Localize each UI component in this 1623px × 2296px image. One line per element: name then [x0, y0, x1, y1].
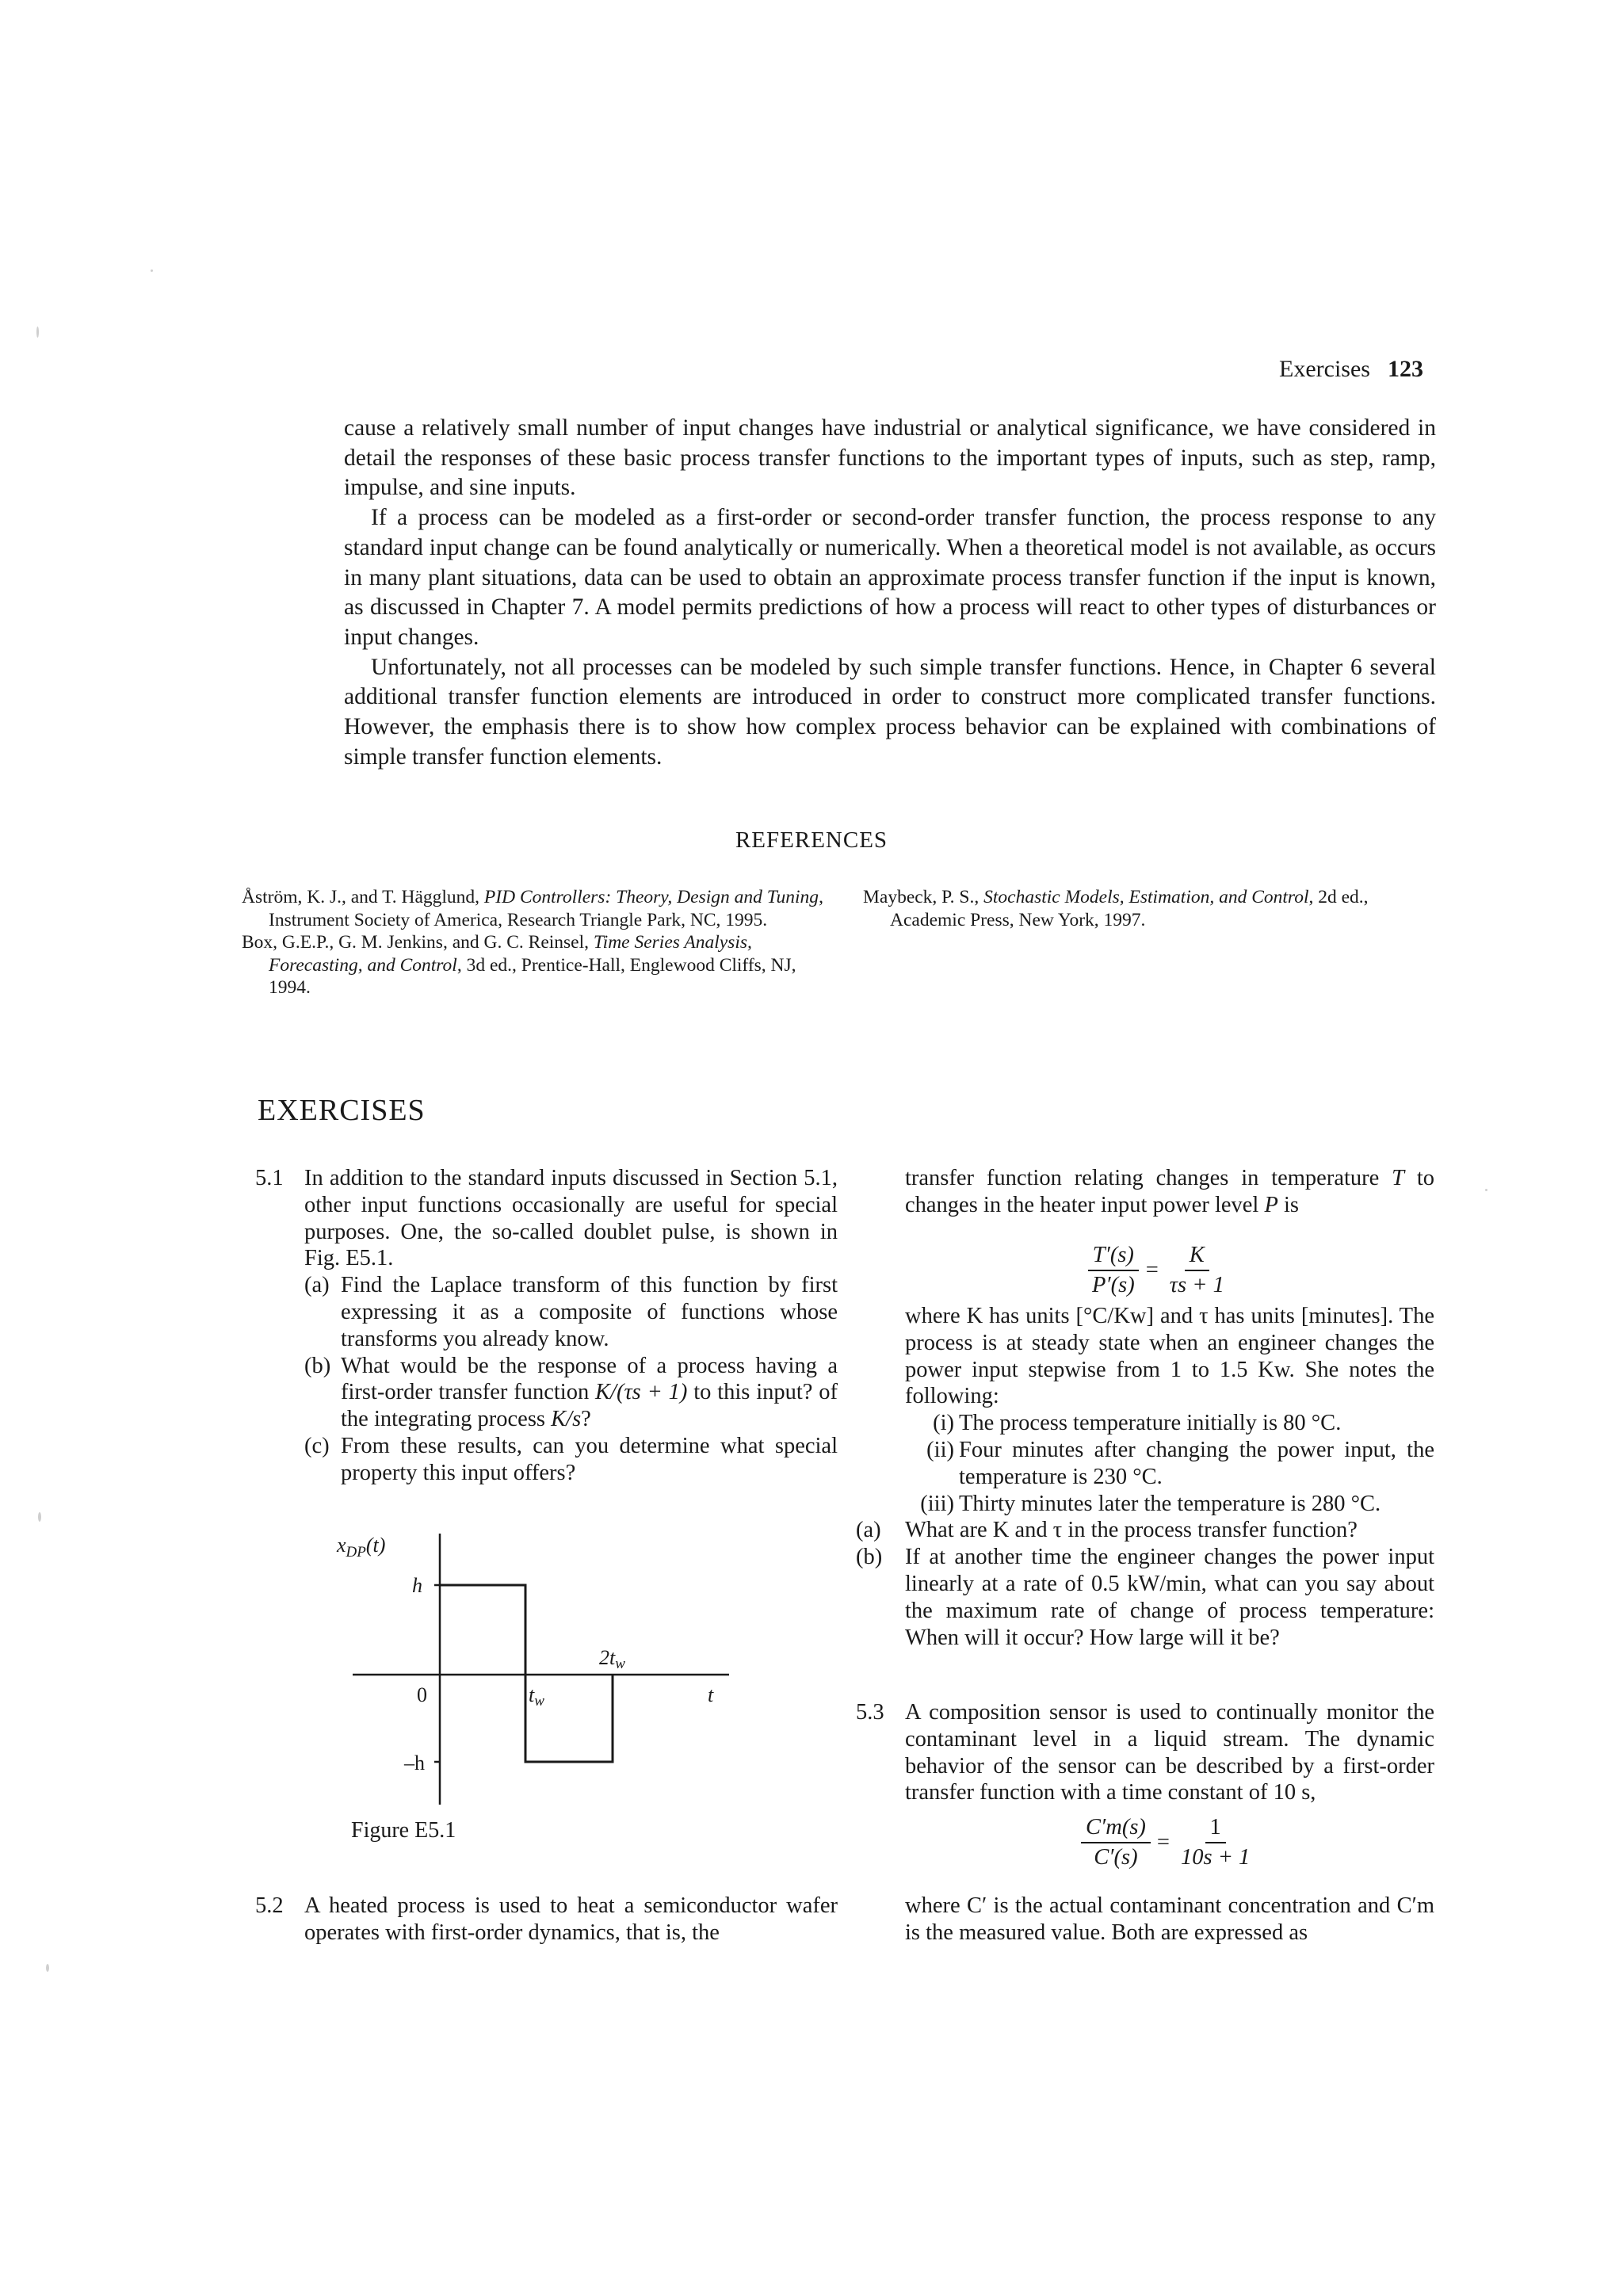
- scan-speck: [151, 269, 153, 272]
- exercise-part-c: (c) From these results, can you determine what special property this input offers?: [304, 1433, 838, 1485]
- observation-iii: (iii) Thirty minutes later the temperature is 280 °C.: [920, 1491, 1381, 1516]
- doublet-pulse-figure: [333, 1526, 745, 1811]
- references-right-column: [863, 886, 1442, 931]
- exercise-5-3: [856, 1699, 1434, 1806]
- observation-ii: (ii) Four minutes after changing the power input, the temperature is 230 °C.: [926, 1437, 1434, 1489]
- reference-maybeck: Maybeck, P. S., Stochastic Models, Estimation, and Control, 2d ed., Academic Press, New York, 1997.: [863, 887, 1369, 930]
- scan-speck: [38, 1512, 41, 1522]
- references-left-column: [242, 886, 838, 999]
- reference-box: Box, G.E.P., G. M. Jenkins, and G. C. Reinsel, Time Series Analysis, Forecasting, and Control, 3d ed., Prentice-Hall, Englewood Cliffs, NJ, 1994.: [242, 932, 796, 999]
- exercise-text: A composition sensor is used to continually monitor the contaminant level in a liquid stream. The dynamic behavior of the sensor can be described by a first-order transfer function with a time constant of 10 s,: [905, 1700, 1434, 1805]
- label-neg-h: –h: [404, 1752, 425, 1775]
- exercise-text: where K has units [°C/Kw] and τ has units [minutes]. The process is at steady state when an engineer changes the power input stepwise from 1 to 1.5 Kw. She notes the following:: [905, 1304, 1434, 1409]
- exercise-part-a: (a) Find the Laplace transform of this function by first expressing it as a composite of functions whose transforms you already know.: [304, 1273, 838, 1351]
- references-heading: REFERENCES: [735, 827, 888, 853]
- scan-speck: [36, 327, 39, 338]
- exercise-text: transfer function relating changes in temperature T to changes in the heater input power level P is: [905, 1166, 1434, 1217]
- label-2tw: 2tw: [599, 1646, 625, 1672]
- y-axis-label: $x_{DP}(t)$: [337, 1534, 386, 1561]
- observation-i: (i) The process temperature initially is 80 °C.: [933, 1411, 1342, 1436]
- doublet-pulse-curve: [440, 1585, 613, 1762]
- exercise-number: 5.2: [255, 1893, 284, 1918]
- exercise-text: In addition to the standard inputs discussed in Section 5.1, other input functions occasionally are useful for special purposes. One, the so-called doublet pulse, is shown in Fig. E5.1.: [304, 1166, 838, 1271]
- exercise-part-a: (a) What are K and τ in the process transfer function?: [856, 1518, 1358, 1543]
- exercise-5-2-details: [856, 1303, 1434, 1651]
- equation-5-3: $\frac{C'm(s)}{C'(s)}$ = $\frac{1}{10s + 1}$: [1081, 1815, 1254, 1870]
- running-title: Exercises: [1279, 356, 1370, 382]
- equation-5-2: $\frac{T'(s)}{P'(s)}$ = $\frac{K}{\tau s + 1}$: [1087, 1243, 1229, 1298]
- running-header: [1279, 356, 1423, 383]
- page-number: 123: [1387, 356, 1423, 382]
- intro-paragraph-3: Unfortunately, not all processes can be modeled by such simple transfer functions. Hence, in Chapter 6 several additional transfer function elements are introduced in order to construct more complicated transfer functions. However, the emphasis there is to show how complex process behavior can be explained with combinations of simple transfer function elements.: [344, 654, 1436, 770]
- exercise-text: where C′ is the actual contaminant concentration and C′m is the measured value. Both are expressed as: [905, 1893, 1434, 1945]
- exercise-part-b: (b) What would be the response of a process having a first-order transfer function K/(τs + 1) to this input? of the integrating process K/s?: [304, 1353, 838, 1432]
- figure-caption: Figure E5.1: [351, 1818, 456, 1843]
- label-h: h: [412, 1574, 422, 1597]
- scan-speck: [1485, 1189, 1487, 1191]
- exercise-5-1: [255, 1165, 838, 1487]
- intro-paragraph-2: If a process can be modeled as a first-order or second-order transfer function, the process response to any standard input change can be found analytically or numerically. When a theoretical model is not available, as occurs in many plant situations, data can be used to obtain an approximate process transfer function if the input is known, as discussed in Chapter 7. A model permits predictions of how a process will react to other types of disturbances or input changes.: [344, 505, 1436, 650]
- exercise-number: 5.1: [255, 1166, 284, 1190]
- scan-speck: [46, 1964, 49, 1972]
- label-tw: tw: [529, 1683, 544, 1710]
- exercises-heading: EXERCISES: [258, 1094, 426, 1127]
- reference-astrom: Åström, K. J., and T. Hägglund, PID Controllers: Theory, Design and Tuning, Instrument Society of America, Research Triangle Park, NC, 1995.: [242, 887, 823, 930]
- label-zero: 0: [417, 1683, 427, 1706]
- exercise-part-b: (b) If at another time the engineer changes the power input linearly at a rate of 0.5 kW/min, what can you say about the maximum rate of change of process temperature: When will it occur? How large will it be?: [856, 1545, 1434, 1650]
- intro-text: [344, 414, 1436, 772]
- exercise-text: A heated process is used to heat a semiconductor wafer operates with first-order dynamics, that is, the: [304, 1893, 838, 1945]
- exercise-5-2: [255, 1893, 838, 1946]
- exercise-5-3-continued: [856, 1893, 1434, 1946]
- exercise-5-2-continued: [856, 1165, 1434, 1219]
- exercise-number: 5.3: [856, 1700, 884, 1725]
- intro-paragraph-1: cause a relatively small number of input changes have industrial or analytical significance, we have considered in detail the responses of these basic process transfer functions to the important types of inputs, such as step, ramp, impulse, and sine inputs.: [344, 415, 1436, 501]
- label-t: t: [708, 1683, 714, 1706]
